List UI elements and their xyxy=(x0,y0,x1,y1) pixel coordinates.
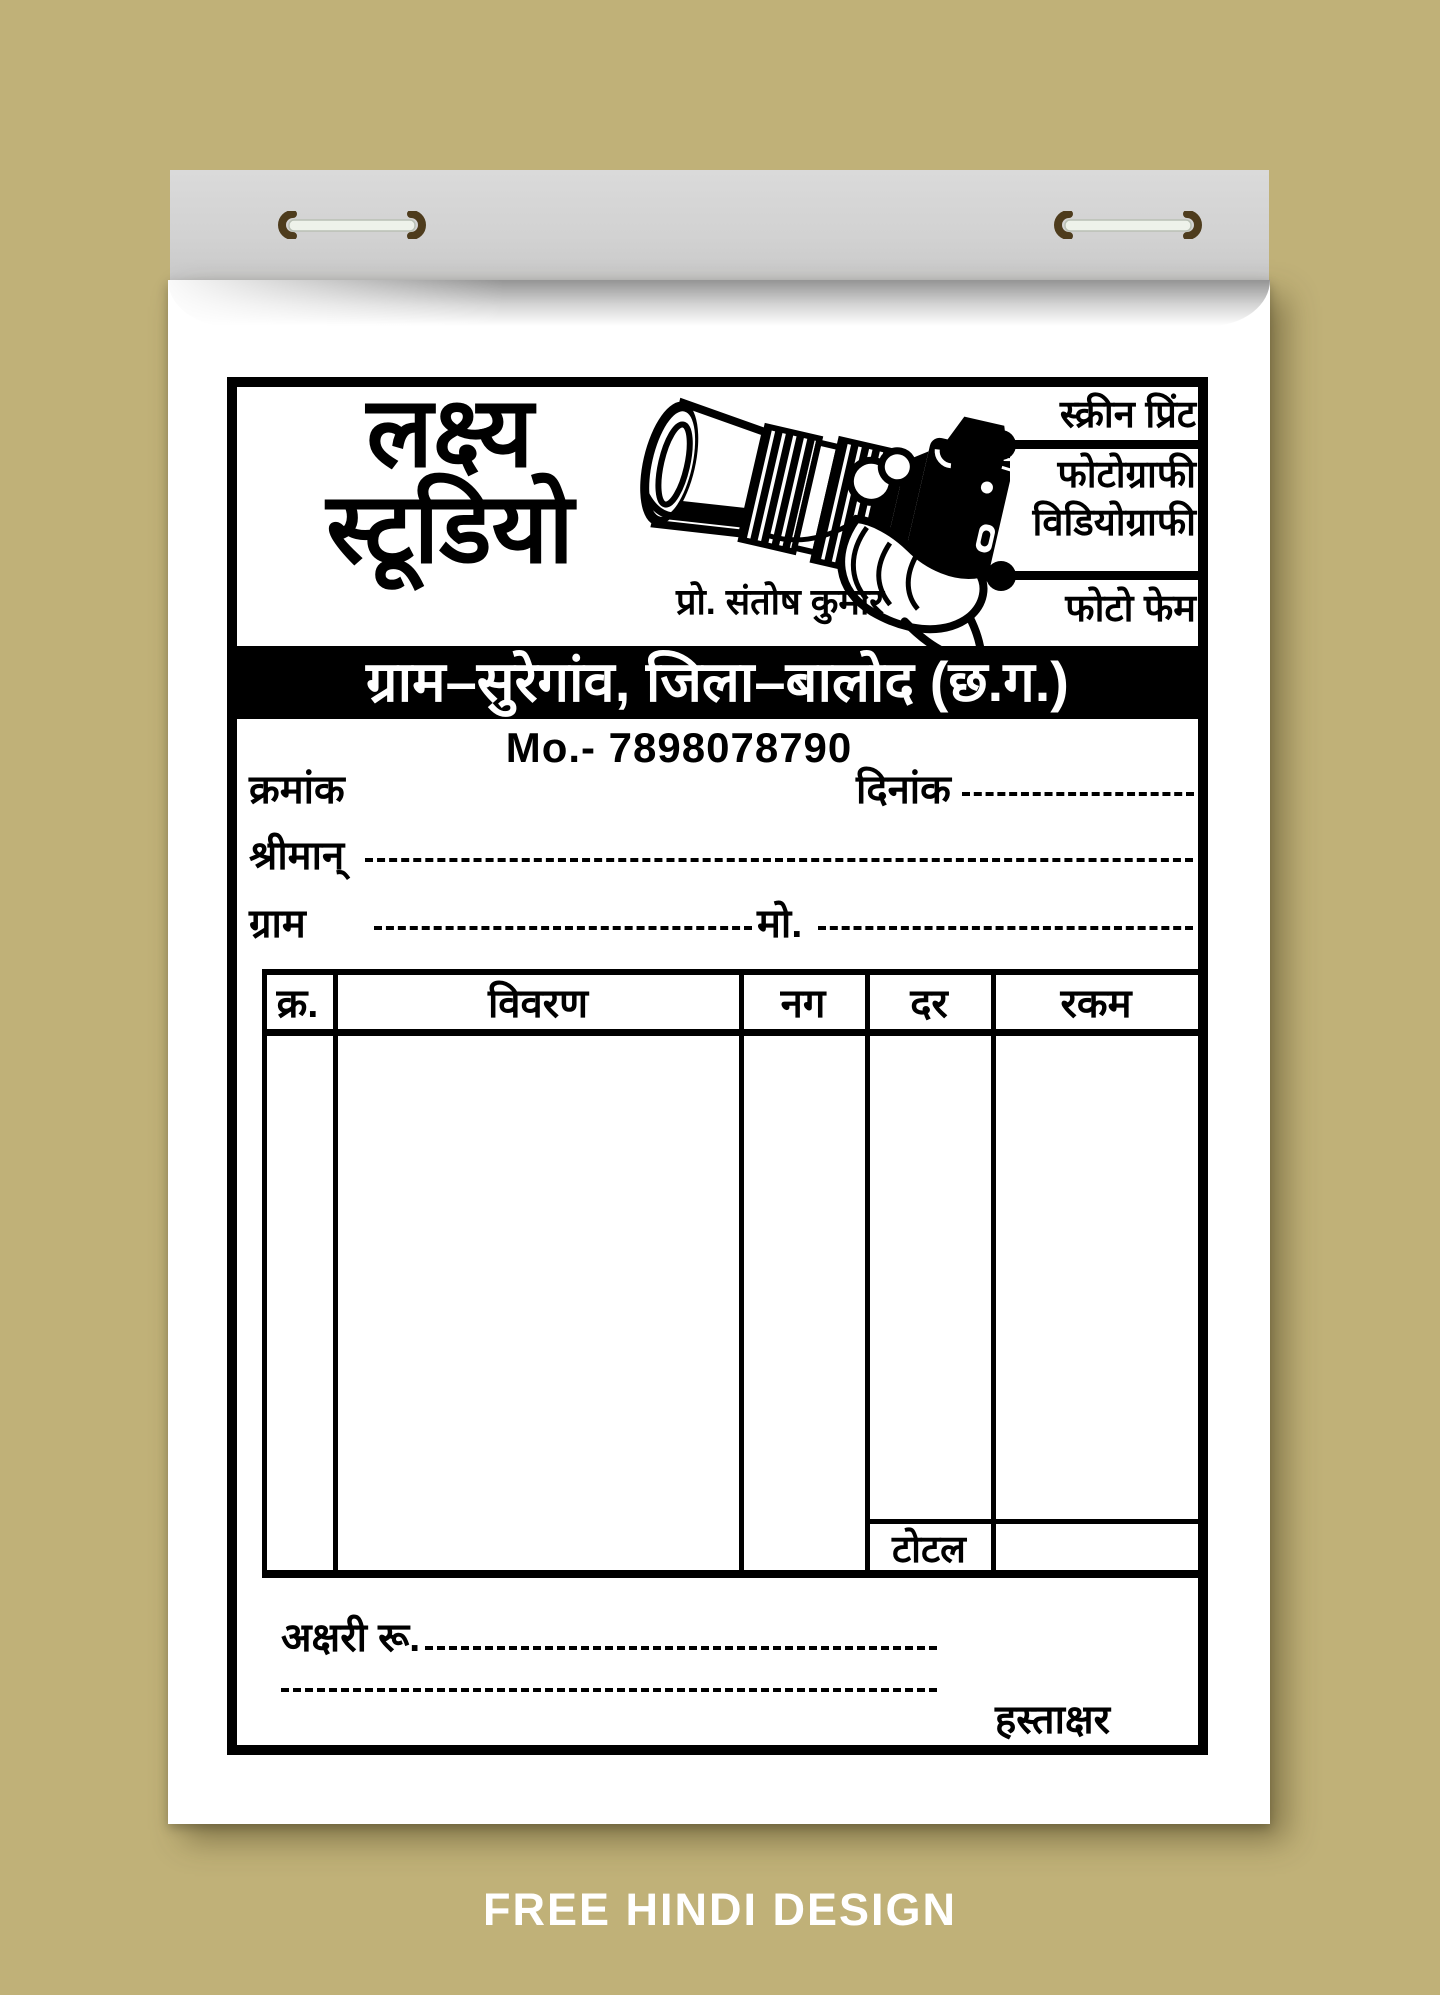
table-col-line xyxy=(739,969,744,1576)
col-header-description: विवरण xyxy=(487,982,589,1026)
mobile-number: Mo.- 7898078790 xyxy=(505,724,853,771)
mobile-field-label: मो. xyxy=(757,902,803,946)
village-label: ग्राम xyxy=(249,902,306,946)
serial-number-label: क्रमांक xyxy=(249,768,345,812)
table-header-bottom-line xyxy=(262,1029,1198,1036)
service-divider-line xyxy=(1000,440,1198,449)
service-divider-line xyxy=(1000,571,1198,580)
staple-icon xyxy=(277,211,427,239)
table-col-line xyxy=(333,969,338,1576)
studio-name-line1: लक्ष्य xyxy=(366,377,534,487)
proprietor-name: प्रो. संतोष कुमार xyxy=(675,581,885,622)
service-photography: फोटोग्राफी xyxy=(1057,454,1196,496)
table-col-line xyxy=(865,969,870,1576)
customer-name-fill-line xyxy=(365,858,1193,862)
table-col-line xyxy=(991,969,996,1576)
date-label: दिनांक xyxy=(856,768,951,812)
service-videography: विडियोग्राफी xyxy=(1032,502,1196,544)
col-header-amount: रकम xyxy=(1060,982,1132,1026)
signature-label: हस्ताक्षर xyxy=(995,1698,1110,1742)
service-photo-frame: फोटो फेम xyxy=(1065,588,1196,630)
staple-icon xyxy=(1053,211,1203,239)
studio-name-line2: स्टूडियो xyxy=(326,473,574,583)
col-header-qty: नग xyxy=(780,982,826,1026)
date-fill-line xyxy=(962,792,1194,796)
amount-in-words-label: अक्षरी रू. xyxy=(281,1616,421,1660)
customer-name-label: श्रीमान् xyxy=(249,834,345,878)
col-header-rate: दर xyxy=(910,982,948,1026)
table-left-edge-line xyxy=(262,969,267,1576)
strip-shadow-highlight xyxy=(168,280,588,326)
watermark-text: FREE HINDI DESIGN xyxy=(482,1884,958,1935)
col-header-serial: क्र. xyxy=(276,982,319,1026)
address-bar: ग्राम–सुरेगांव, जिला–बालोद (छ.ग.) xyxy=(237,646,1198,719)
service-screen-print: स्क्रीन प्रिंट xyxy=(1059,394,1196,436)
village-fill-line xyxy=(374,926,752,930)
table-bottom-line xyxy=(262,1570,1198,1578)
amount-words-fill-line xyxy=(425,1646,937,1650)
amount-words-fill-line-2 xyxy=(281,1688,937,1692)
mobile-fill-line xyxy=(818,926,1193,930)
total-label: टोटल xyxy=(892,1529,966,1571)
